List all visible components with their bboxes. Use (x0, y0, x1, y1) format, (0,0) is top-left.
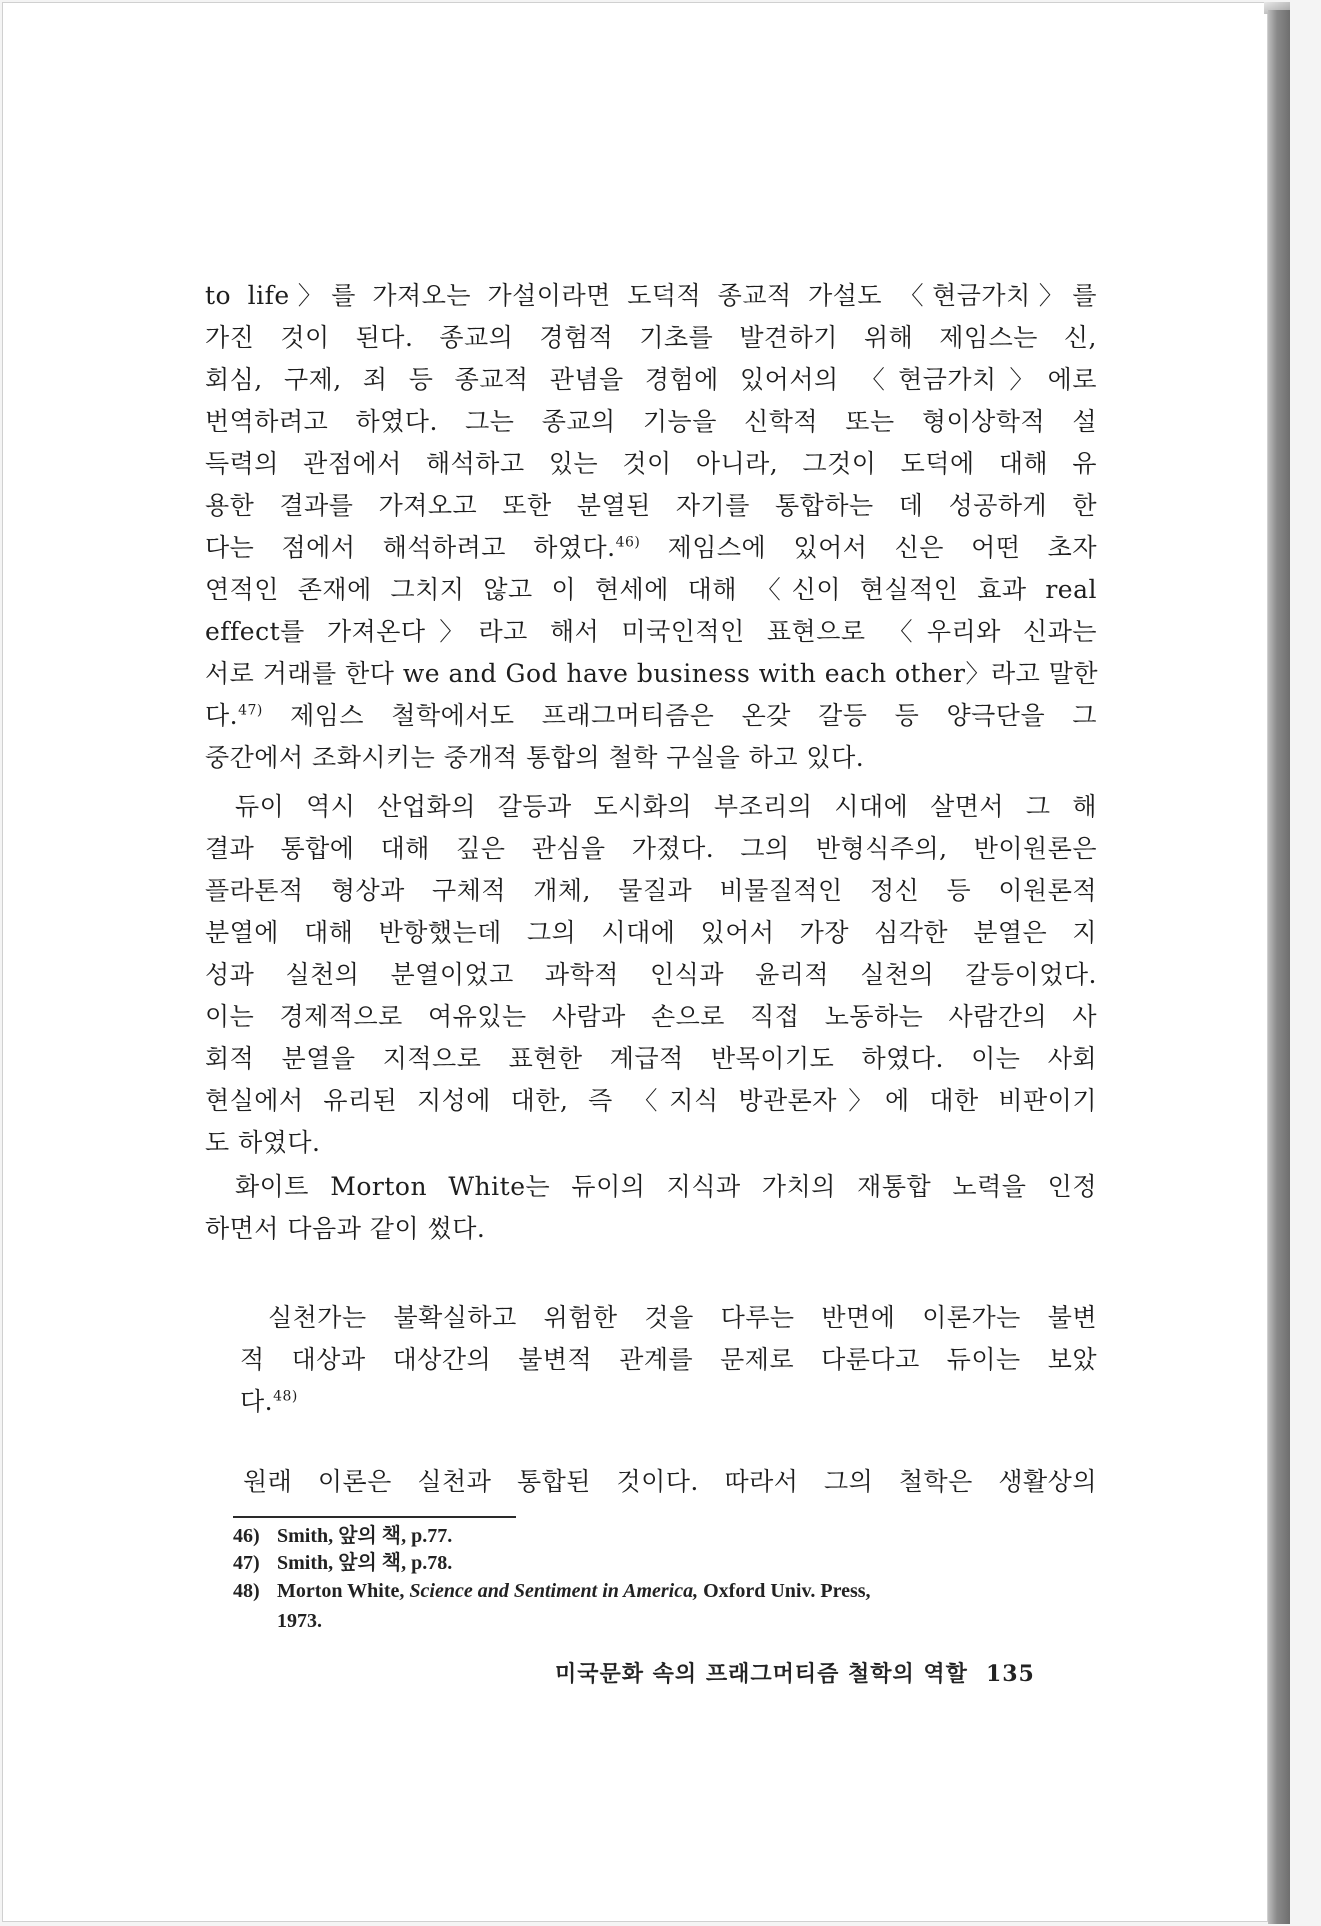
body-line: to life〉를 가져오는 가설이라면 도덕적 종교적 가설도 〈현금가치〉를 (205, 281, 1097, 310)
body-line: effect를 가져온다〉라고 해서 미국인적인 표현으로 〈우리와 신과는 (205, 617, 1097, 646)
body-line: 서로 거래를 한다 we and God have business with each other〉라고 말한 (205, 659, 1098, 688)
quote-line (240, 1385, 1097, 1419)
footnote-text: Morton White, (277, 1580, 410, 1602)
footnote-number: 46) (233, 1525, 260, 1547)
body-text: 다는 점에서 해석하려고 하였다. (205, 533, 616, 562)
page-number: 135 (985, 1661, 1035, 1687)
quote-line: 실천가는 불확실하고 위험한 것을 다루는 반면에 이론가는 불변 (268, 1303, 1097, 1332)
body-line: 듀이 역시 산업화의 갈등과 도시화의 부조리의 시대에 살면서 그 해 (235, 792, 1097, 821)
footnote-divider (233, 1516, 516, 1518)
running-footer (555, 1659, 1035, 1689)
body-line: 현실에서 유리된 지성에 대한, 즉 〈지식 방관론자〉에 대한 비판이기 (205, 1086, 1097, 1115)
body-line: 도 하였다. (205, 1128, 321, 1157)
body-line: 하면서 다음과 같이 썼다. (205, 1214, 486, 1243)
body-line: 분열에 대해 반항했는데 그의 시대에 있어서 가장 심각한 분열은 지 (205, 918, 1097, 947)
body-line: 원래 이론은 실천과 통합된 것이다. 따라서 그의 철학은 생활상의 (243, 1467, 1097, 1496)
footnote-48-cont (277, 1607, 322, 1635)
footnote-ref: 47) (238, 702, 263, 719)
body-line: 회적 분열을 지적으로 표현한 계급적 반목이기도 하였다. 이는 사회 (205, 1044, 1097, 1073)
body-line: 용한 결과를 가져오고 또한 분열된 자기를 통합하는 데 성공하게 한 (205, 491, 1097, 520)
body-line: 번역하려고 하였다. 그는 종교의 기능을 신학적 또는 형이상학적 설 (205, 407, 1097, 436)
footnote-number: 48) (233, 1580, 260, 1602)
footnote-text: 1973. (277, 1610, 322, 1632)
footnote-48 (233, 1577, 871, 1605)
body-line (205, 699, 1097, 733)
footnote-ref: 46) (615, 534, 641, 551)
footnote-text: Oxford Univ. Press, (698, 1580, 871, 1602)
page-edge-shadow (1268, 10, 1290, 1924)
body-line (205, 531, 1097, 565)
footnote-46 (233, 1522, 452, 1550)
running-title: 미국문화 속의 프래그머티즘 철학의 역할 (555, 1661, 968, 1687)
footnote-text: Smith, 앞의 책, p.78. (277, 1552, 453, 1574)
footnote-ref: 48) (273, 1388, 298, 1405)
body-line: 회심, 구제, 죄 등 종교적 관념을 경험에 있어서의 〈현금가치〉에로 (205, 365, 1097, 394)
footnote-number: 47) (233, 1552, 260, 1574)
body-line: 연적인 존재에 그치지 않고 이 현세에 대해 〈신이 현실적인 효과 real (205, 575, 1097, 604)
body-line: 결과 통합에 대해 깊은 관심을 가졌다. 그의 반형식주의, 반이원론은 (205, 834, 1097, 863)
footnote-book-title: Science and Sentiment in America, (409, 1580, 699, 1602)
body-line: 화이트 Morton White는 듀이의 지식과 가치의 재통합 노력을 인정 (235, 1172, 1097, 1201)
body-text: 다. (205, 701, 239, 730)
body-line: 득력의 관점에서 해석하고 있는 것이 아니라, 그것이 도덕에 대해 유 (205, 449, 1097, 478)
quote-line: 적 대상과 대상간의 불변적 관계를 문제로 다룬다고 듀이는 보았 (240, 1345, 1097, 1374)
body-line: 가진 것이 된다. 종교의 경험적 기초를 발견하기 위해 제임스는 신, (205, 323, 1097, 352)
footnote-text: Smith, 앞의 책, p.77. (277, 1525, 453, 1547)
body-text: 제임스 철학에서도 프래그머티즘은 온갖 갈등 등 양극단을 그 (290, 701, 1097, 730)
body-line: 이는 경제적으로 여유있는 사람과 손으로 직접 노동하는 사람간의 사 (205, 1002, 1097, 1031)
body-text: 제임스에 있어서 신은 어떤 초자 (667, 533, 1097, 562)
body-line: 성과 실천의 분열이었고 과학적 인식과 윤리적 실천의 갈등이었다. (205, 960, 1097, 989)
body-line: 플라톤적 형상과 구체적 개체, 물질과 비물질적인 정신 등 이원론적 (205, 876, 1097, 905)
footnote-47 (233, 1549, 452, 1577)
quote-text: 다. (240, 1387, 274, 1416)
body-line: 중간에서 조화시키는 중개적 통합의 철학 구실을 하고 있다. (205, 743, 865, 772)
